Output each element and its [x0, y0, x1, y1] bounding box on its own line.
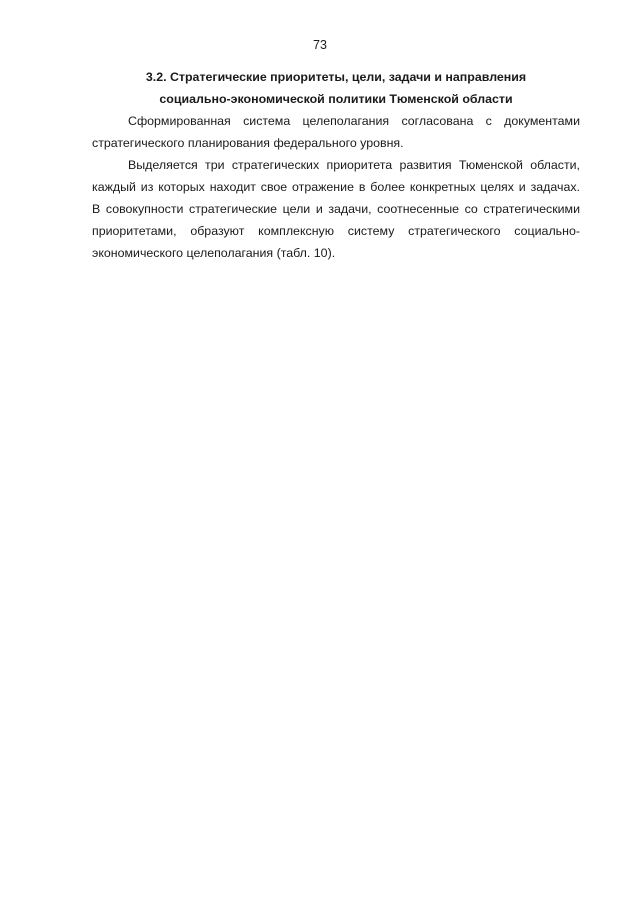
- paragraph-line: Сформированная система целеполагания согласована с документами: [128, 114, 580, 128]
- paragraph-line: Выделяется три стратегических приоритета развития Тюменской области,: [128, 158, 580, 172]
- paragraph-1: [92, 110, 580, 154]
- paragraph-2: [92, 154, 580, 264]
- paragraph-line: стратегического планирования федерального уровня.: [92, 136, 404, 150]
- section-heading-line-2: социально-экономической политики Тюменской области: [159, 92, 513, 106]
- paragraph-line: экономического целеполагания (табл. 10).: [92, 246, 336, 260]
- paragraph-line: каждый из которых находит свое отражение в более конкретных целях и задачах.: [92, 180, 580, 194]
- paragraph-line: В совокупности стратегические цели и задачи, соотнесенные со стратегическими: [92, 202, 580, 216]
- page-number: 73: [313, 38, 327, 52]
- section-heading-line-1: 3.2. Стратегические приоритеты, цели, задачи и направления: [145, 70, 527, 84]
- paragraph-line: приоритетами, образуют комплексную систему стратегического социально-: [92, 224, 580, 238]
